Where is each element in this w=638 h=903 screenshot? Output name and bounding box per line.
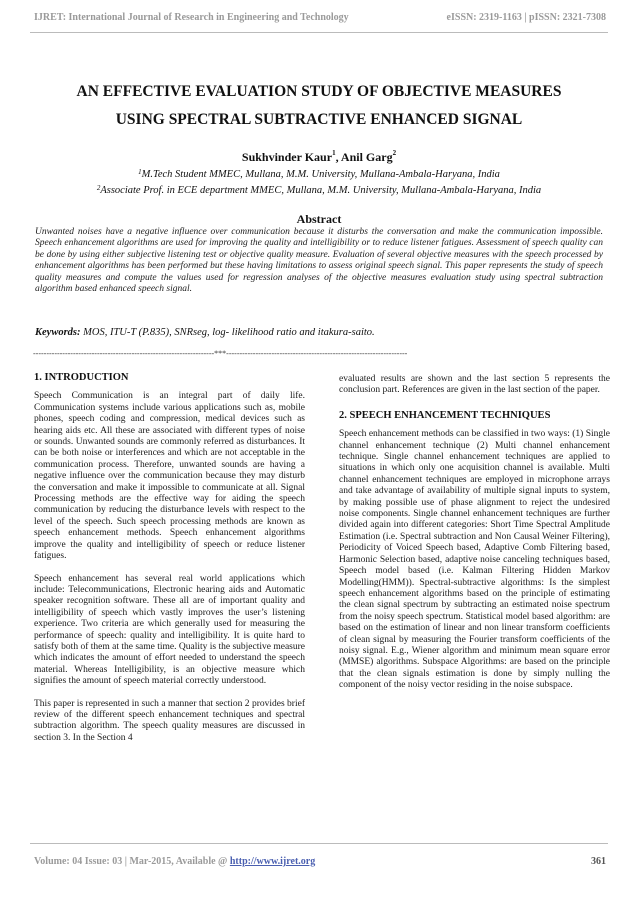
affiliation-2-sup: 2 <box>96 184 101 192</box>
running-header <box>34 12 606 23</box>
techniques-paragraph-1: Speech enhancement methods can be classified in two ways: (1) Single channel enhancement technique (2) Multi channel enhancement technique. Single channel enhancement techniques are applied to situations in which only one acquisition channel is available. Multi channel enhancement techniques are employed in microphone arrays and take advantage of availability of multiple signal inputs to system, by making possible use of phase alignment to reject the undesired noise components. Single channel enhancement techniques are further divided again into different categories: Short Time Spectral Amplitude Estimation (i.e. Spectral subtraction and Non Causal Weiner Filtering), Periodicity of Voiced Speech based, Adaptive Comb Filtering based, Harmonic Selection based, adaptive noise canceling techniques based, Speech model based (i.e. Kalman Filtering Hidden Markov Modelling(HMM)). Spectral-subtractive algorithms: Is the simplest speech enhancement algorithms based on the principle of estimating the clean signal spectrum by subtracting an estimated noise spectrum from the noisy speech spectrum. Statistical model based algorithm: are based on the estimation of linear and non linear transform coefficients of clean signal by measuring the Fourier transform coefficients of the noisy signal. E.g., Wiener algorithm and minimum mean square error (MMSE) algorithms. Subspace Algorithms: are based on the principle that the clean signals estimation is done by simply nulling the component of the noisy vector residing in the noise subspace. <box>339 429 610 691</box>
header-rule <box>30 32 608 33</box>
intro-paragraph-4: evaluated results are shown and the last section 5 represents the conclusion part. References are given in the last section of the paper. <box>339 374 610 396</box>
footer-volume-text: Volume: 04 Issue: 03 | Mar-2015, Available @ <box>34 856 230 867</box>
paper-title-line-2: USING SPECTRAL SUBTRACTIVE ENHANCED SIGNAL <box>115 111 523 128</box>
intro-paragraph-2: Speech enhancement has several real world applications which include: Telecommunications, Electronic hearing aids and Automatic speaker recognition software. These all are of important quality and intelligibility of speech which vastly improves the user’s listening experience. Two criteria are which generally used for measuring the performance of speech: quality and intelligibility. It is quite hard to satisfy both of them at the same time. Quality is the subjective measure which indicates the amount of effort needed to understand the speech material. Whereas Intelligibility, is an objective measure which signifies the amount of speech material correctly understood. <box>34 573 305 687</box>
right-column <box>339 374 610 703</box>
author-2-sup: 2 <box>392 149 397 157</box>
footer-rule <box>30 843 608 844</box>
page-number: 361 <box>591 856 606 867</box>
intro-paragraph-3: This paper is represented in such a manner that section 2 provides brief review of the different speech enhancement techniques and spectral subtraction algorithm. The speech quality measures are discussed in section 3. In the Section 4 <box>34 698 305 743</box>
affiliation-1-sup: 1 <box>138 168 142 176</box>
abstract-heading: Abstract <box>296 212 342 226</box>
affiliation-2-text: Associate Prof. in ECE department MMEC, Mullana, M.M. University, Mullana-Ambala-Haryana, India <box>100 185 542 196</box>
section-separator: --------------------------------------------------------------------***-------------------------------------------------------------------- <box>33 349 408 358</box>
running-footer <box>34 856 606 867</box>
intro-paragraph-1: Speech Communication is an integral part of daily life. Communication systems include various applications such as, mobile phones, speech coding and compression, medical devices such as hearing aids etc. All these are associated with different types of noise or sounds. Unwanted sounds are commonly referred as disturbances. It can be both noise or interferences and which are not acceptable in the communication process. Therefore, unwanted sounds are having a negative influence over the communication because they may disturb the conversation and make it impossible to communicate at all. Signal Processing methods are the effective way for aiding the speech communication by reducing the disturbance levels with respect to the level of the speech. Such speech processing methods are known as speech enhancement methods. Speech enhancement algorithms improve the quality and intelligibility of speech or reduce listener fatigues. <box>34 391 305 562</box>
keywords <box>35 327 603 338</box>
author-1-sup: 1 <box>332 149 336 157</box>
keywords-text: MOS, ITU-T (P.835), SNRseg, log- likelihood ratio and itakura-saito. <box>80 327 375 338</box>
introduction-heading: 1. INTRODUCTION <box>34 372 129 383</box>
author-separator: , <box>335 150 341 164</box>
author-list <box>30 150 608 165</box>
footer-volume <box>34 856 315 867</box>
author-2: Anil Garg <box>340 150 393 164</box>
affiliation-2 <box>30 185 608 196</box>
issn-info: eISSN: 2319-1163 | pISSN: 2321-7308 <box>446 12 606 23</box>
abstract-text: Unwanted noises have a negative influence over communication because it disturbs the conversation and make the communication impossible. Speech enhancement algorithms are used for improving the quality and intelligibility or to reduce listener fatigues. Assessment of speech quality can be done by using either subjective listening test or objective quality measure. Evaluation of several objective measures with the speech processed by enhancement algorithms has been performed but these having limitations to assess original speech signal. This paper represents the study of speech quality measures and compute the values used for regression analyses of the objective measures evaluation study using spectral subtraction algorithm based enhanced speech signal. <box>35 227 603 295</box>
author-1: Sukhvinder Kaur <box>241 150 333 164</box>
left-column <box>34 372 305 755</box>
paper-title-line-1: AN EFFECTIVE EVALUATION STUDY OF OBJECTIVE MEASURES <box>76 83 562 100</box>
journal-url-link[interactable]: http://www.ijret.org <box>229 856 316 867</box>
affiliation-1 <box>30 169 608 180</box>
techniques-heading: 2. SPEECH ENHANCEMENT TECHNIQUES <box>339 409 551 421</box>
journal-name: IJRET: International Journal of Research in Engineering and Technology <box>34 12 349 23</box>
affiliation-1-text: M.Tech Student MMEC, Mullana, M.M. University, Mullana-Ambala-Haryana, India <box>141 169 500 180</box>
keywords-label: Keywords: <box>35 327 81 338</box>
